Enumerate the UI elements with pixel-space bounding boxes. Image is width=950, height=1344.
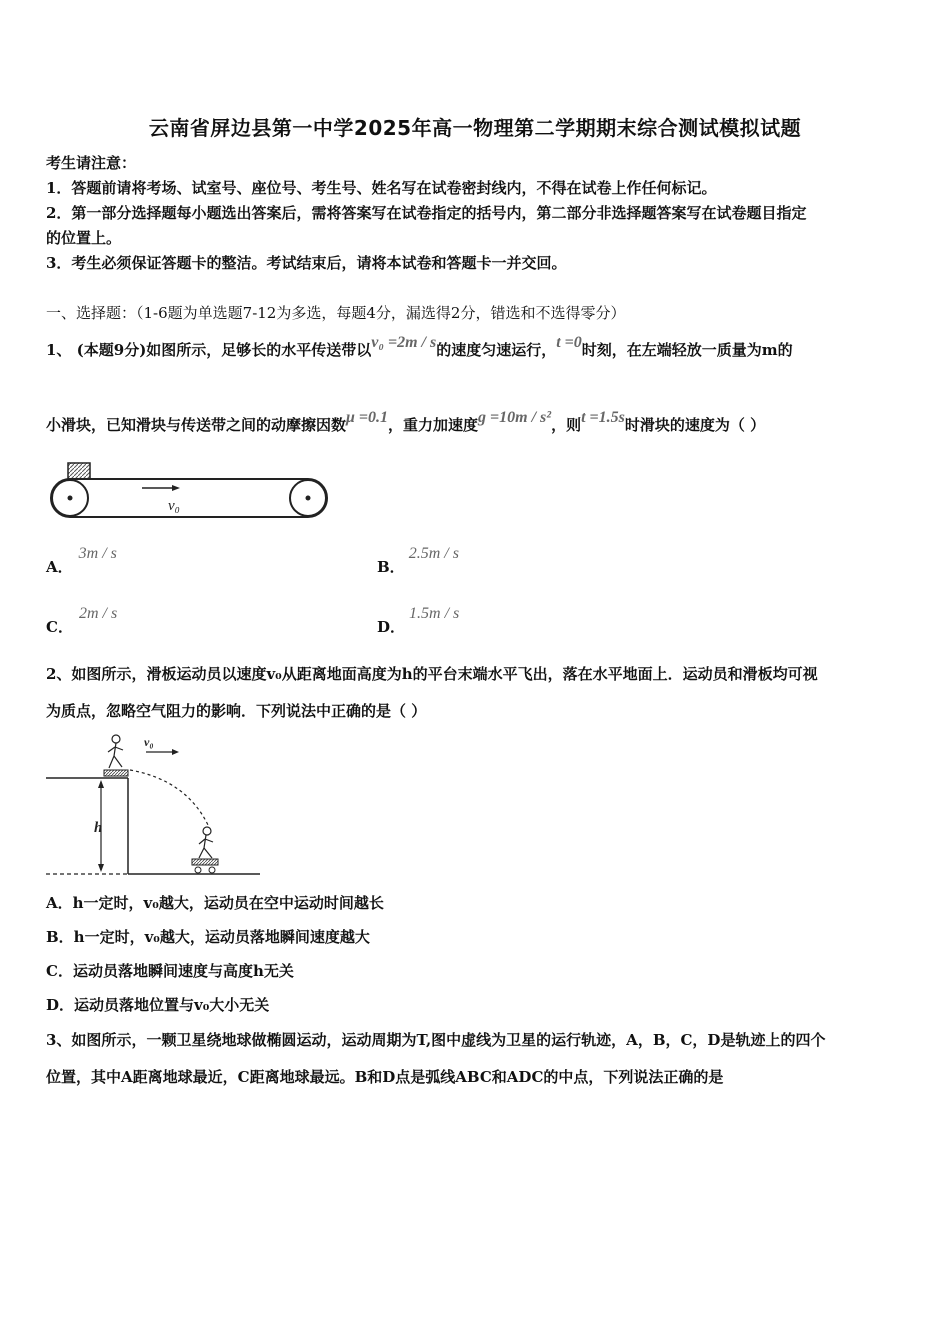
notice-heading: 考生请注意： xyxy=(46,154,137,172)
wheel-left xyxy=(195,867,201,873)
q1-option-b-label: B． xyxy=(377,558,405,576)
q1-line-1 xyxy=(46,334,793,360)
q1-line-2 xyxy=(46,409,766,435)
v0-label: v₀ xyxy=(144,735,154,749)
q1-math-t0: t =0 xyxy=(556,334,582,351)
skateboard-bottom xyxy=(192,859,218,865)
skater-top xyxy=(108,735,123,768)
q1-option-a xyxy=(46,545,117,577)
q1-text-4: 小滑块，已知滑块与传送带之间的动摩擦因数 xyxy=(46,416,347,434)
q1-text-3: 时刻，在左端轻放一质量为m的 xyxy=(581,341,793,359)
q1-option-b-value: 2.5m / s xyxy=(408,545,459,562)
v0-arrow-head xyxy=(172,749,179,755)
q2-option-d: D．运动员落地位置与v₀大小无关 xyxy=(46,996,270,1014)
q1-option-d-value: 1.5m / s xyxy=(409,605,460,622)
q1-option-a-value: 3m / s xyxy=(78,545,117,562)
q1-text-5: ，重力加速度 xyxy=(388,416,479,434)
q3-line-2: 位置，其中A距离地球最近，C距离地球最远。B和D点是弧线ABC和ADC的中点，下列说法正确的是 xyxy=(46,1068,724,1086)
q3-line-1: 3、如图所示，一颗卫星绕地球做椭圆运动，运动周期为T,图中虚线为卫星的运行轨迹，A，B，C，D是轨迹上的四个 xyxy=(46,1031,826,1049)
q2-option-b: B．h一定时，v₀越大，运动员落地瞬间速度越大 xyxy=(46,928,370,946)
q1-text-7: 时滑块的速度为（ ） xyxy=(624,416,766,434)
q1-option-a-label: A． xyxy=(46,558,73,576)
height-arrow-up xyxy=(98,780,104,788)
section-heading: 一、选择题：（1-6题为单选题7-12为多选，每题4分，漏选得2分，错选和不选得零分） xyxy=(46,304,626,322)
q1-option-c xyxy=(46,605,118,637)
q1-text-1: 1、 (本题9分)如图所示，足够长的水平传送带以 xyxy=(46,341,372,359)
q1-math-v0: v₀ =2m / s xyxy=(371,334,437,351)
notice-item-2: 2．第一部分选择题每小题选出答案后，需将答案写在试卷指定的括号内，第二部分非选择题答案写在试卷题目指定 xyxy=(46,204,807,222)
q1-option-d xyxy=(377,605,460,637)
slider-block xyxy=(68,463,90,479)
wheel-right xyxy=(209,867,215,873)
q2-line-2: 为质点，忽略空气阻力的影响．下列说法中正确的是（ ） xyxy=(46,702,427,720)
q1-text-6: ，则 xyxy=(551,416,582,434)
q2-option-c: C．运动员落地瞬间速度与高度h无关 xyxy=(46,962,294,980)
q1-option-c-label: C． xyxy=(46,618,73,636)
velocity-label: v₀ xyxy=(168,498,180,514)
skateboard-figure xyxy=(46,730,266,880)
notice-item-3: 3．考生必须保证答题卡的整洁。考试结束后，请将本试卷和答题卡一并交回。 xyxy=(46,254,567,272)
skater-bottom xyxy=(199,827,213,858)
q1-math-mu: μ =0.1 xyxy=(346,409,389,426)
q1-text-2: 的速度匀速运行， xyxy=(436,341,557,359)
belt-outline xyxy=(51,479,327,517)
q1-option-c-value: 2m / s xyxy=(78,605,118,622)
conveyor-belt-figure xyxy=(46,460,331,522)
left-pulley-axle xyxy=(68,496,73,501)
notice-item-2-cont: 的位置上。 xyxy=(46,229,122,247)
notice-item-1: 1．答题前请将考场、试室号、座位号、考生号、姓名写在试卷密封线内，不得在试卷上作任何标记。 xyxy=(46,179,717,197)
right-pulley-axle xyxy=(306,496,311,501)
height-arrow-down xyxy=(98,864,104,872)
height-label: h xyxy=(94,820,103,836)
q2-line-1: 2、如图所示，滑板运动员以速度v₀从距离地面高度为h的平台末端水平飞出，落在水平地面上．运动员和滑板均可视 xyxy=(46,665,818,683)
q1-option-d-label: D． xyxy=(377,618,406,636)
q2-option-a: A．h一定时，v₀越大，运动员在空中运动时间越长 xyxy=(46,894,384,912)
skateboard-top xyxy=(104,770,128,776)
q1-option-b xyxy=(377,545,459,577)
trajectory xyxy=(130,770,208,825)
velocity-arrow-head xyxy=(172,485,180,491)
q1-math-t: t =1.5s xyxy=(581,409,625,426)
page-title: 云南省屏边县第一中学2025年高一物理第二学期期末综合测试模拟试题 xyxy=(148,116,802,140)
q1-math-g: g =10m / s² xyxy=(478,409,552,426)
